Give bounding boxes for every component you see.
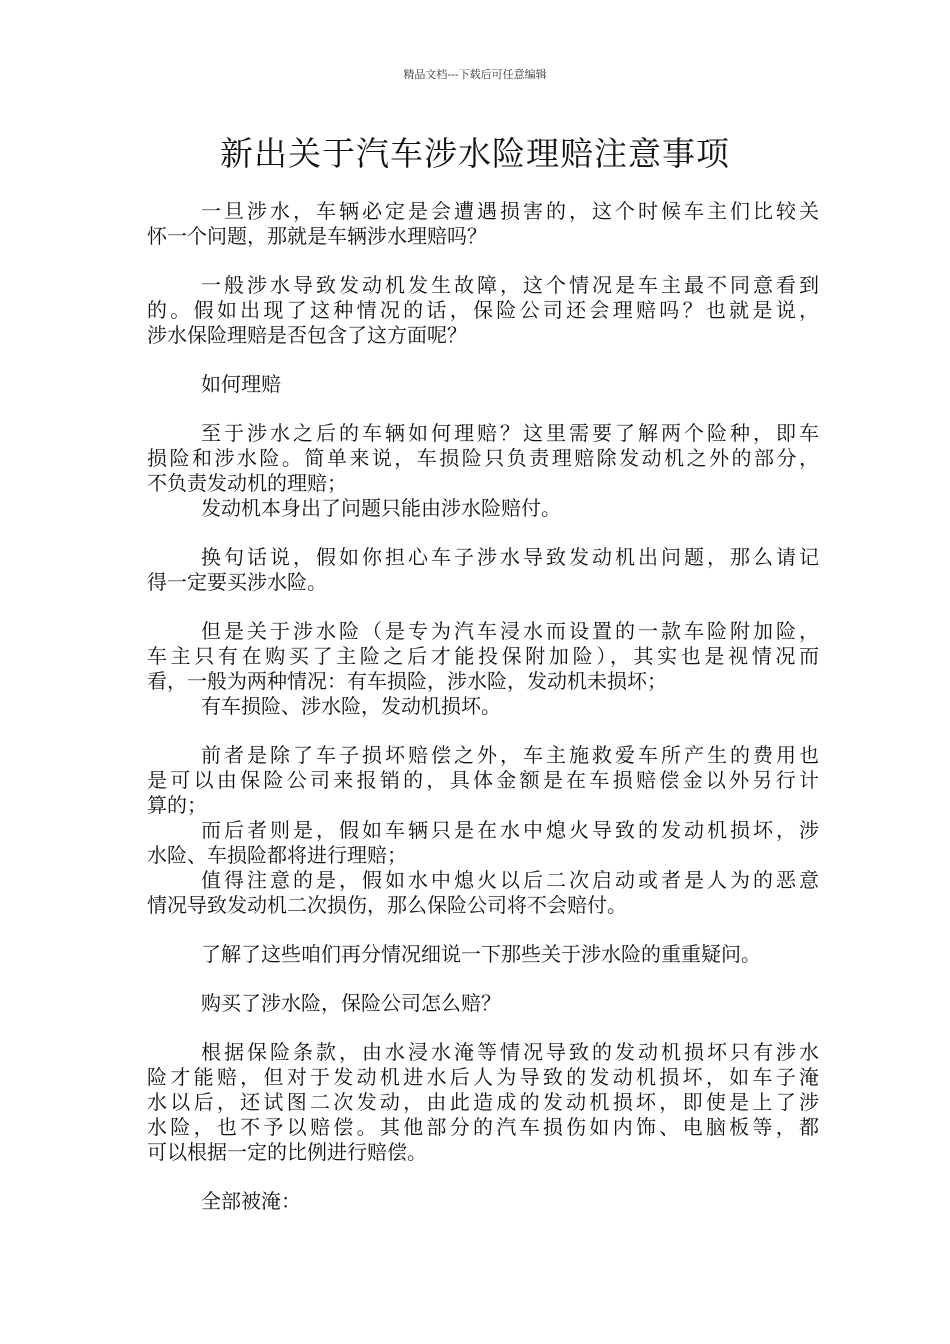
section-heading [147, 1189, 819, 1214]
text-line: 前者是除了车子损坏赔偿之外，车主施救爱车所产生的费用也 [201, 743, 819, 767]
text-line: 全部被淹： [201, 1189, 301, 1213]
paragraph [147, 1040, 819, 1165]
text-line: 一旦涉水，车辆必定是会遭遇损害的，这个时候车主们比较关 [201, 199, 819, 223]
paragraph [147, 273, 819, 348]
paragraph [147, 545, 819, 595]
text-line: 算的； [147, 793, 207, 817]
text-line: 但是关于涉水险（是专为汽车浸水而设置的一款车险附加险， [201, 619, 819, 643]
text-line: 涉水保险理赔是否包含了这方面呢？ [147, 323, 467, 347]
text-line: 购买了涉水险，保险公司怎么赔？ [201, 991, 501, 1015]
text-line: 水以后，还试图二次发动，由此造成的发动机损坏，即使是上了涉 [147, 1090, 819, 1114]
text-line: 水险，也不予以赔偿。其他部分的汽车损伤如内饰、电脑板等，都 [147, 1115, 819, 1139]
text-line: 情况导致发动机二次损伤，那么保险公司将不会赔付。 [147, 893, 627, 917]
text-line: 有车损险、涉水险，发动机损坏。 [201, 694, 501, 718]
text-line: 看，一般为两种情况：有车损险，涉水险，发动机未损坏； [147, 669, 667, 693]
text-line: 了解了这些咱们再分情况细说一下那些关于涉水险的重重疑问。 [201, 942, 761, 966]
text-line: 而后者则是，假如车辆只是在水中熄火导致的发动机损坏，涉 [201, 818, 819, 842]
text-line: 损险和涉水险。简单来说，车损险只负责理赔除发动机之外的部分， [147, 446, 819, 470]
text-line: 险才能赔，但对于发动机进水后人为导致的发动机损坏，如车子淹 [147, 1065, 819, 1089]
paragraph [147, 942, 819, 967]
section-heading [147, 991, 819, 1016]
paragraph [147, 421, 819, 521]
text-line: 怀一个问题，那就是车辆涉水理赔吗？ [147, 224, 487, 248]
document-body [147, 199, 819, 1238]
text-line: 得一定要买涉水险。 [147, 570, 327, 594]
text-line: 根据保险条款，由水浸水淹等情况导致的发动机损坏只有涉水 [201, 1040, 819, 1064]
text-line: 值得注意的是，假如水中熄火以后二次启动或者是人为的恶意 [201, 868, 819, 892]
paragraph [147, 199, 819, 249]
text-line: 水险、车损险都将进行理赔； [147, 843, 407, 867]
text-line: 的。假如出现了这种情况的话，保险公司还会理赔吗？也就是说， [147, 298, 819, 322]
text-line: 车主只有在购买了主险之后才能投保附加险），其实也是视情况而 [147, 644, 819, 668]
paragraph [147, 619, 819, 719]
text-line: 一般涉水导致发动机发生故障，这个情况是车主最不同意看到 [201, 273, 819, 297]
section-heading [147, 372, 819, 397]
page-title: 新出关于汽车涉水险理赔注意事项 [220, 134, 730, 173]
text-line: 至于涉水之后的车辆如何理赔？这里需要了解两个险种，即车 [201, 421, 819, 445]
text-line: 发动机本身出了问题只能由涉水险赔付。 [201, 496, 561, 520]
header-note: 精品文档---下载后可任意编辑 [403, 68, 547, 81]
text-line: 如何理赔 [201, 372, 281, 396]
text-line: 可以根据一定的比例进行赔偿。 [147, 1140, 427, 1164]
paragraph [147, 743, 819, 918]
text-line: 是可以由保险公司来报销的，具体金额是在车损赔偿金以外另行计 [147, 768, 819, 792]
text-line: 换句话说，假如你担心车子涉水导致发动机出问题，那么请记 [201, 545, 819, 569]
text-line: 不负责发动机的理赔； [147, 471, 347, 495]
